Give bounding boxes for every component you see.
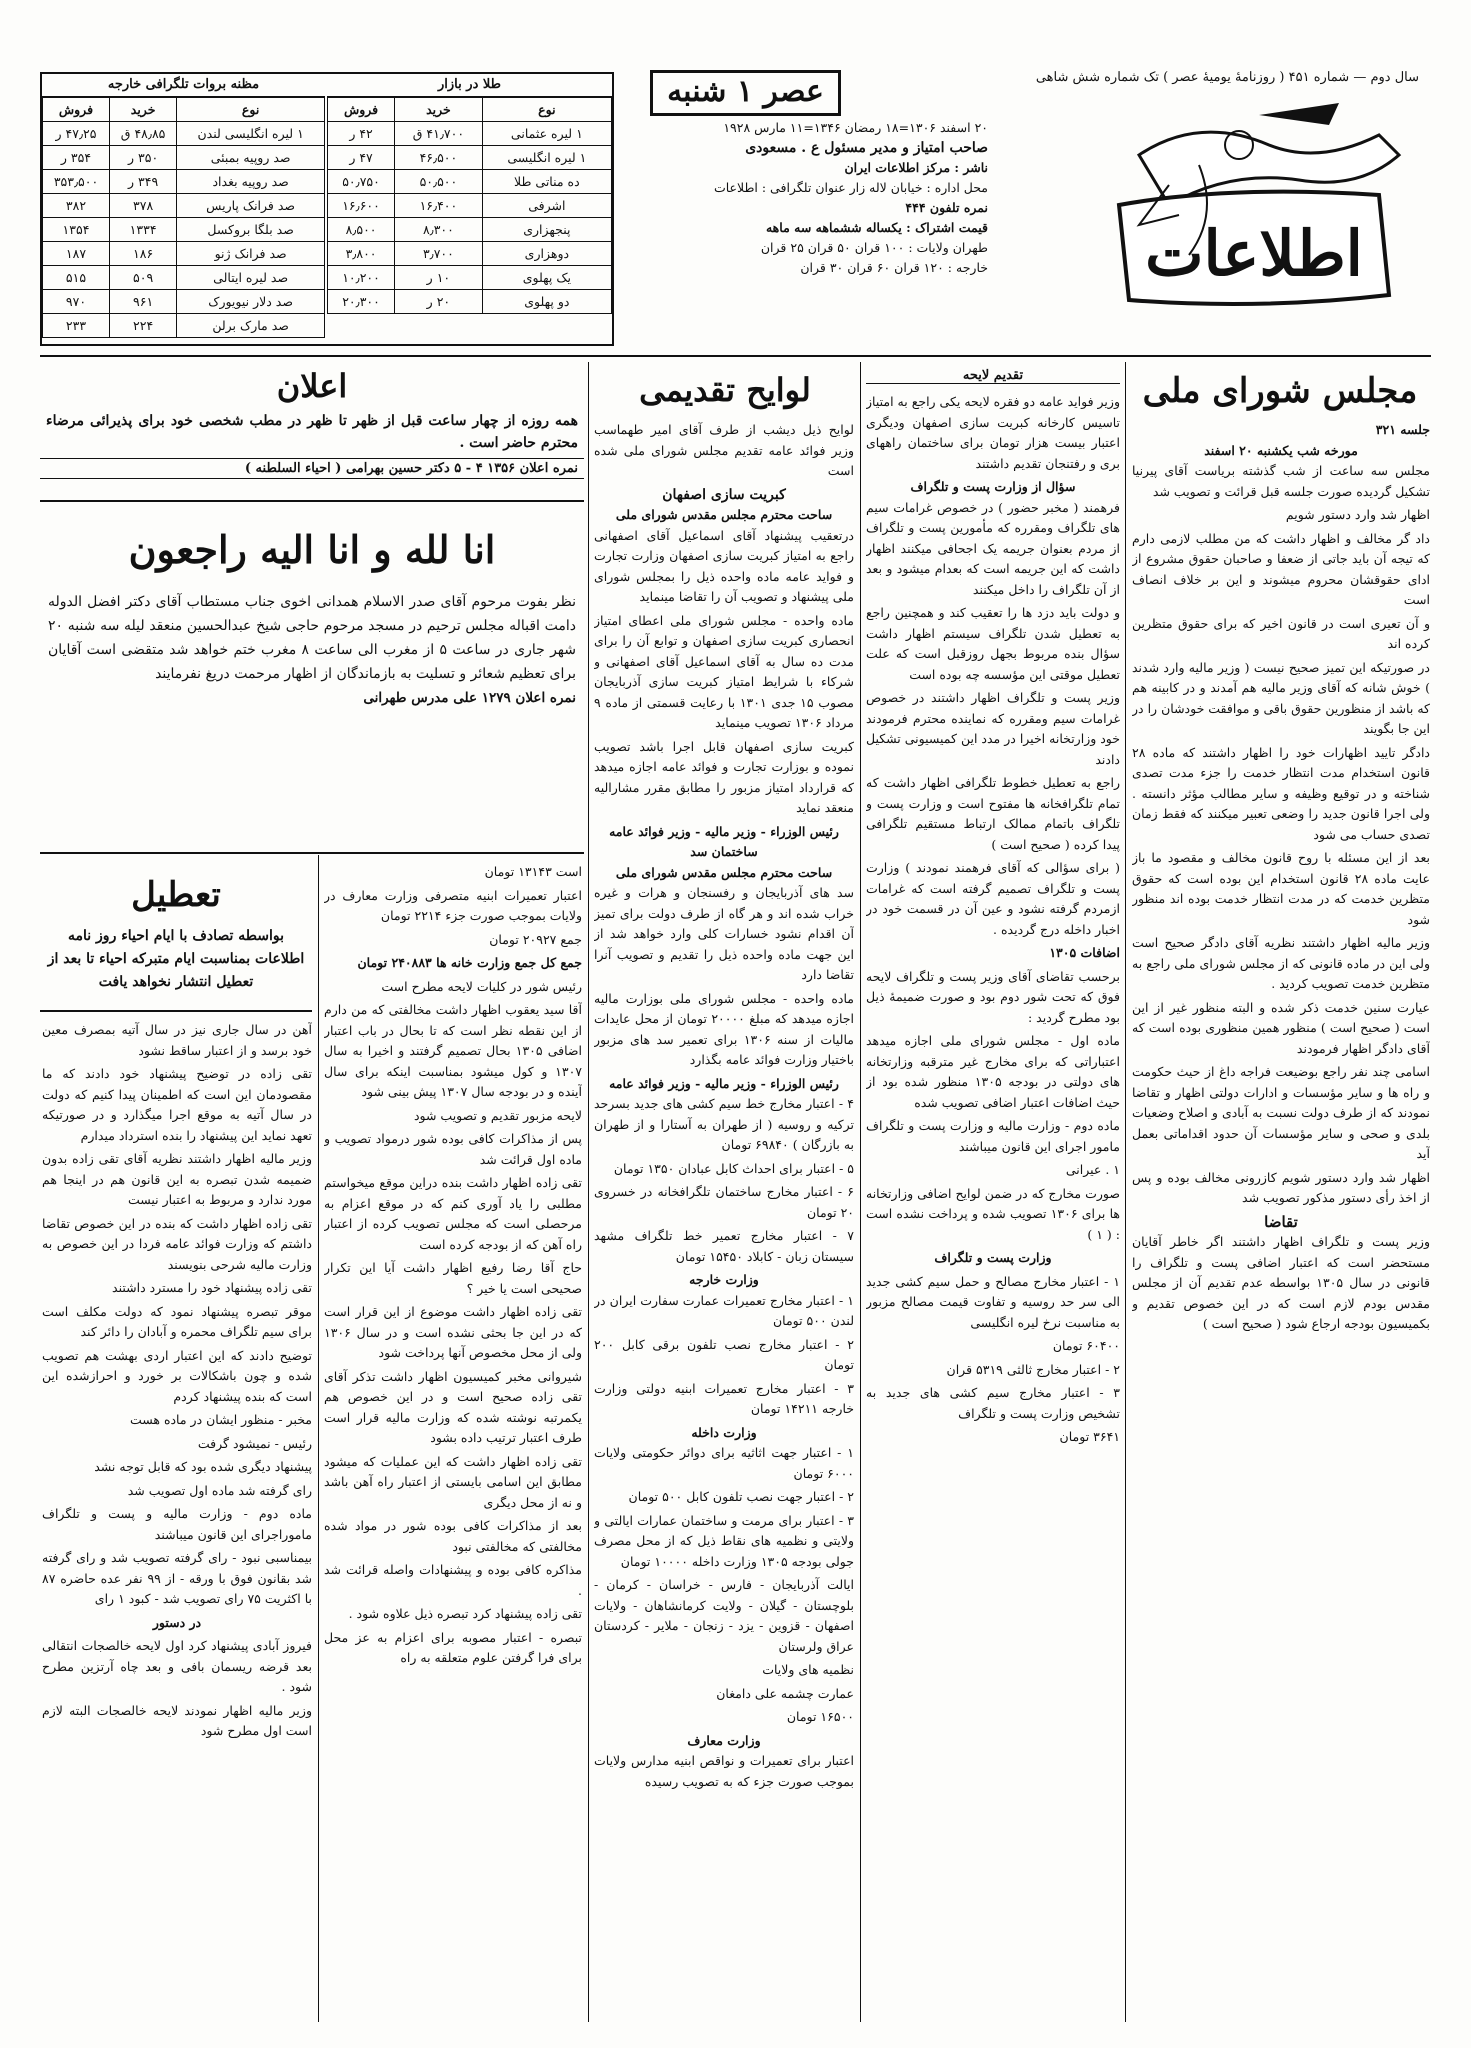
table-cell: ۵۰۹	[109, 266, 176, 290]
table-cell: ۳۸۲	[43, 194, 110, 218]
foreign-title: وزارت خارجه	[689, 1272, 759, 1287]
issue-line: سال دوم — شماره ۴۵۱ ( روزنامهٔ یومیهٔ عصر ) تک شماره شش شاهی	[1035, 70, 1419, 85]
mid-para: جمع کل جمع وزارت خانه ها ۲۴۰۸۸۳ تومان	[357, 955, 582, 970]
table-row	[43, 122, 325, 146]
majlis-para: عیارت سنین خدمت ذکر شده و البته منظور غیر از این است ( صحیح است ) منظور همین منظوری بوده است که آقای دادگر اظهار فرمودند	[1132, 999, 1430, 1056]
old-bills-para: ماده واحده - مجلس شورای ملی بوزارت مالیه اجازه میدهد که مبلغ ۲۰۰۰۰ تومان از محل عایدات مالیات از سنه ۱۳۰۶ برای تعمیر سد های مزبور باختیار وزارت فوائد عامه بگذارد	[594, 990, 854, 1067]
announcement-footer: نمره اعلان ۱۳۵۶ ۴ - ۵ دکتر حسین بهرامی ( احیاء السلطنه )	[40, 458, 584, 479]
logo-text: اطلاعات	[1145, 217, 1363, 290]
question-para: برحسب تقاضای آقای وزیر پست و تلگراف لایحه فوق که تحت شور دوم بود و صورت ضمیمهٔ ذیل بود مطرح گردید :	[866, 968, 1120, 1025]
table-cell: ۳۷۸	[109, 194, 176, 218]
announcement-box	[40, 362, 584, 492]
left-para: موقر تبصره پیشنهاد نمود که دولت مکلف است برای سیم تلگراف محمره و آبادان را دائر کند	[42, 1303, 312, 1339]
table-row	[43, 290, 325, 314]
obituary-footer: نمره اعلان ۱۲۷۹ علی مدرس طهرانی	[363, 690, 576, 706]
left-para: مخبر - منظور ایشان در ماده هست	[129, 1412, 312, 1427]
old-bills-title: لوایح تقدیمی	[639, 371, 811, 409]
table-row	[328, 122, 612, 146]
mid-para: آقا سید یعقوب اظهار داشت مخالفتی که من دارم از این نقطه نظر است که تا بحال در باب اعتبار اضافی ۱۳۰۵ بحال تصمیم گرفتند و اخیرا به سال ۱۳۰۷ و کول میشود بمناسبت اینکه برای سال آینده و در بودجه سال ۱۳۰۷ پیش بینی شود	[324, 1002, 582, 1099]
holiday-text: بواسطه تصادف با ایام احیاء روز نامه اطلاعات بمناسبت ایام متبرکه احیاء تا بعد از تعطیل انتشار نخواهد یافت	[47, 928, 305, 990]
old-bills-para: کبریت سازی اصفهان قابل اجرا باشد تصویب نموده و بوزارت تجارت و فوائد عامه اجازه میدهد که قرارداد امتیاز مزبور را مطابق مقرر مشارالیه منعقد نماید	[594, 738, 854, 815]
table-cell: ۱۳۵۴	[43, 218, 110, 242]
bill-item: ۶۰۴۰۰ تومان	[1052, 1338, 1120, 1353]
demand-title: تقاضا	[1264, 1212, 1298, 1231]
mid-para: تقی زاده پیشنهاد کرد تبصره ذیل علاوه شود .	[348, 1606, 582, 1621]
question-para: ( برای سؤالی که آقای فرهمند نمودند ) وزارت پست و تلگراف تصمیم گرفته است که غرامات ازمردم گرفته نشود و عین آن در قسمت خود در اخبار داخله درج گردیده .	[866, 860, 1120, 937]
table-cell: دوهزاری	[482, 242, 611, 266]
table-cell: ۱۸۷	[43, 242, 110, 266]
table-cell: ۲۲۴	[109, 314, 176, 338]
majlis-para: و آن تعیری است در قانون اخیر که برای حقوق متظرین کرده اند	[1132, 615, 1430, 651]
old-bills-sub1: کبریت سازی اصفهان	[662, 486, 786, 503]
table-cell: ۱۶٫۴۰۰	[395, 194, 483, 218]
majlis-para: بعد از این مسئله با روح قانون مخالف و مقصود ما باز عایت ماده ۲۸ قانون استخدام این بوده است که حقوق متظرین خدمت که در مدت انتظار خدمت بوده اند منظور شود	[1132, 850, 1430, 927]
table-cell: صد روپیه بمبئی	[177, 146, 325, 170]
gold-title: طلا در بازار	[327, 74, 612, 97]
obituary-rule	[40, 852, 584, 854]
table-cell: ۱ لیره انگلیسی	[482, 146, 611, 170]
subscription-head: قیمت اشتراک : یکساله ششماهه سه ماهه	[765, 220, 988, 235]
mid-para: اعتبار تعمیرات ابنیه متصرفی وزارت معارف در ولایات بموجب صورت جزء ۲۲۱۴ تومان	[324, 887, 582, 923]
question-para: ماده اول - مجلس شورای ملی اجازه میدهد اعتباراتی که برای مخارج غیر مترقبه وزارتخانه های دولتی در بودجه ۱۳۰۵ منظور شده بود از حیث اضافات اعتبار اضافی تصویب شده	[866, 1033, 1120, 1110]
left-para: وزیر مالیه اظهار داشتند نظریه آقای تقی زاده بدون ضمیمه شدن تبصره به این قانون هم در اینجا هم مورد ندارد و مربوط به اعتبار نیست	[42, 1151, 312, 1207]
table-cell: ۳۵۳٫۵۰۰	[43, 170, 110, 194]
mid-para: است ۱۳۱۴۳ تومان	[484, 864, 582, 879]
column-rule-4	[318, 855, 319, 2022]
fx-header: خرید	[109, 98, 176, 122]
question-para: صورت مخارج که در ضمن لوایح اضافی وزارتخانه ها برای ۱۳۰۶ تصویب شده و پرداخت نشده است : ( ۱ )	[866, 1185, 1120, 1242]
old-bills-addr1: ساحت محترم مجلس مقدس شورای ملی	[615, 507, 833, 522]
table-cell: ۵۰٫۵۰۰	[395, 170, 483, 194]
old-bills-item: ۶ - اعتبار مخارج ساختمان تلگرافخانه در خسروی ۲۰ تومان	[594, 1184, 854, 1220]
question-para: فرهمند ( مخبر حضور ) در خصوص غرامات سیم های تلگراف ومقرره که مأمورین پست و تلگراف از مردم بعنوان جریمه یک اجحافی میکنند اظهار داشت که این جریمه است که بعدام میشود و بعد از آن تلگراف را داخل میکنند	[866, 499, 1120, 597]
table-cell: یک پهلوی	[482, 266, 611, 290]
left-para: پیشنهاد دیگری شده بود که قابل توجه نشد	[94, 1459, 312, 1474]
table-cell: ۴۲ ر	[328, 122, 395, 146]
table-row	[328, 218, 612, 242]
gold-header: نوع	[482, 98, 611, 122]
table-cell: ۴۸٫۸۵ ق	[109, 122, 176, 146]
mid-para: حاج آقا رضا رفیع اظهار داشت آیا این تکرار صحیحی است یا خیر ؟	[324, 1260, 582, 1296]
left-para: بیمناسبی نبود - رای گرفته تصویب شد و رای گرفته شد بقانون فوق با ورقه - از ۹۹ نفر عده حاضره ۸۷ با اکثریت ۷۵ رای تصویب شد - کبود ۱ رای	[42, 1550, 312, 1606]
table-cell: ۵۰٫۷۵۰	[328, 170, 395, 194]
mid-para: لایحه مزبور تقدیم و تصویب شود	[413, 1107, 582, 1123]
old-bills-sign2: رئیس الوزراء - وزیر مالیه - وزیر فوائد عامه	[609, 1075, 839, 1091]
question-para: و دولت باید دزد ها را تعقیب کند و همچنین راجع به تعطیل شدن تلگراف سیستم اظهار داشت سؤال بنده مربوط بجهل روزقبل است که علت تعطیل موقتی این مؤسسه چه بوده است	[866, 605, 1120, 682]
table-cell: صد مارک برلن	[177, 314, 325, 338]
table-row	[43, 242, 325, 266]
interior-item: ۱۶۵۰۰ تومان	[786, 1709, 854, 1724]
old-bills-para: درتعقیب پیشنهاد آقای اسماعیل آقای اصفهانی راجع به امتیاز کبریت سازی اصفهان وزارت تجارت و فواید عامه ماده واحده ذیل را بمجلس شورای ملی پیشنهاد و تصویب آن را تقاضا مینماید	[594, 527, 854, 604]
bill-item: ۲ - اعتبار مخارج ثالثی ۵۳۱۹ قران	[946, 1361, 1120, 1377]
mid-para: تقی زاده اظهار داشت بنده دراین موقع میخواستم مطلبی را یاد آوری کنم که در موقع اعزام به مرحصلی است که مجلس تصویب کرده از اعتبار راه آهن که از بودجه کرده است	[324, 1175, 582, 1252]
table-row	[43, 170, 325, 194]
table-cell: ۱۰ ر	[395, 266, 483, 290]
table-cell: صد فرانک ژنو	[177, 242, 325, 266]
table-cell: دو پهلوی	[482, 290, 611, 314]
mid-para: تقی زاده اظهار داشت که این عملیات که میشود مطابق این اسامی بایستی از اعتبار راه آهن باشد و نه از محل دیگری	[324, 1453, 582, 1510]
table-cell: ۱۰٫۲۰۰	[328, 266, 395, 290]
left-para: در دستور	[152, 1614, 202, 1630]
interior-item: ۳ - اعتبار برای مرمت و ساختمان عمارات ایالتی و ولایتی و نظمیه های نقاط ذیل که از محل مصرف جولی بودجه ۱۳۰۵ وزارت داخله ۱۰۰۰۰ تومان	[594, 1512, 854, 1569]
majlis-para: داد گر مخالف و اظهار داشت که من مطلب لازمی دارم که تیجه آن باید جاتی از ضعفا و صاحبان حقوق مشروع از ادای حقوقشان محروم میشوند و این بر خلاف انصاف است	[1132, 530, 1430, 607]
table-cell: ۳٫۷۰۰	[395, 242, 483, 266]
table-cell: ۹۶۱	[109, 290, 176, 314]
mid-column	[324, 862, 582, 2022]
edu-text: اعتبار برای تعمیرات و نواقص ابنیه مدارس ولایات بموجب صورت جزء که به تصویب رسیده	[594, 1753, 854, 1789]
mid-para: مذاکره کافی بوده و پیشنهادات واصله قرائت شد .	[324, 1562, 582, 1598]
obituary-text: نظر بفوت مرحوم آقای صدر الاسلام همدانی اخوی جناب مستطاب آقای دکتر افضل الدوله دامت اقباله مجلس ترحیم در مسجد مرحوم حاجی شیخ عبدالحسین منعقد لیله سه شنبه ۲۰ شهر جاری در ساعت ۵ از مغرب الی ساعت ۸ مغرب ختم خواهد شد متقضی است آقایان برای تعظیم شعائر و تسلیت به بازماندگان از اظهار مرحمت دریغ نفرمایند	[48, 594, 576, 682]
interior-item: ایالت آذربایجان - فارس - خراسان - کرمان - بلوچستان - گیلان - ولایت کرمانشاهان - ولایات اصفهان - قزوین - یزد - زنجان - ملایر - کردستان عراق ولرستان	[594, 1577, 854, 1654]
old-bills-sign1: رئیس الوزراء - وزیر مالیه - وزیر فوائد عامه	[609, 823, 839, 839]
table-row	[43, 314, 325, 338]
interior-item: عمارت چشمه علی دامغان	[716, 1685, 854, 1701]
angel-logo-icon	[1079, 95, 1419, 335]
publication-info	[608, 118, 988, 278]
announcement-title: اعلان	[276, 367, 348, 405]
table-cell: صد روپیه بغداد	[177, 170, 325, 194]
table-cell: ۳۴۹ ر	[109, 170, 176, 194]
majlis-para: دادگر تایید اظهارات خود را اظهار داشتند که ماده ۲۸ قانون استخدام مدت انتظار خدمت را جزء مدت تصدی شناخته و در توقیع وظیفه و سایر مطالب مؤثر دانسته . ولی اجرا قانون جدید را وضعی تعبیر میکنند که فقط زمان تصدی حساب می شود	[1132, 744, 1430, 842]
left-para: رای گرفته شد ماده اول تصویب شد	[127, 1482, 312, 1498]
mid-para: بعد از مذاکرات کافی بوده شور در مواد شده مخالفتی که مخالفتی نبود	[324, 1518, 582, 1554]
mid-para: جمع ۲۰۹۲۷ تومان	[489, 931, 582, 947]
question-para: وزیر پست و تلگراف اظهار داشتند در خصوص غرامات سیم ومقرره که نماینده محترم فرمودند خود وزارتخانه اخیرا در مدد این کمیسیونی تشکیل دادند	[866, 690, 1120, 767]
fx-section	[42, 74, 325, 338]
table-row	[43, 146, 325, 170]
question-title: سؤال از وزارت پست و تلگراف	[910, 479, 1076, 494]
mid-para: پس از مذاکرات کافی بوده شور درمواد تصویب و ماده اول قرائت شد	[324, 1131, 582, 1167]
table-row	[328, 242, 612, 266]
gold-section	[327, 74, 612, 314]
obituary-title: انا لله و انا الیه راجعون	[128, 527, 496, 572]
table-cell: ۲۰٫۳۰۰	[328, 290, 395, 314]
old-bills-para: ماده واحده - مجلس شورای ملی اعطای امتیاز انحصاری کبریت سازی اصفهان و توابع آن را برای مدت ده سال به آقای اسماعیل آقای اصفهانی و شرکاء با شرایط امتیاز کبریت سازی آذربایجان مصوب ۱۵ جدی ۱۳۰۱ با رعایت قسمتی از ماده ۹ مرداد ۱۳۰۶ تصویب مینماید	[594, 612, 854, 730]
old-bills-item: ۴ - اعتبار مخارج خط سیم کشی های جدید بسرحد ترکیه و روسیه ( از طهران به آستارا و از طهران به بازرگان ) ۶۹۸۴۰ تومان	[594, 1096, 854, 1152]
left-para: ماده دوم - وزارت مالیه و پست و تلگراف ماموراجرای این قانون میباشند	[42, 1506, 312, 1542]
edu-title: وزارت معارف	[687, 1732, 761, 1748]
table-row	[328, 170, 612, 194]
table-cell: ۱۸۶	[109, 242, 176, 266]
table-row	[328, 146, 612, 170]
table-row	[43, 266, 325, 290]
interior-item: ۲ - اعتبار جهت نصب تلفون کابل ۵۰۰ تومان	[628, 1489, 854, 1504]
announcement-text: همه روزه از چهار ساعت قبل از ظهر تا ظهر در مطب شخصی خود برای پذیرائی مرضاء محترم حاضر است .	[46, 413, 578, 451]
table-cell: ۱۶٫۶۰۰	[328, 194, 395, 218]
bill-item: ۱ - اعتبار مخارج مصالح و حمل سیم کشی جدید الی سر حد روسیه و تفاوت قیمت مصالح مزبور به مناسبت نرخ لیره انگلیسی	[866, 1273, 1120, 1330]
subscription-tehran: طهران ولایات : ۱۰۰ قران ۵۰ قران ۲۵ قران	[760, 240, 988, 255]
publisher-line: ناشر : مرکز اطلاعات ایران	[844, 160, 988, 175]
left-para: آهن در سال جاری نیز در سال آتیه بمصرف معین خود برسد و از اعتبار ساقط نشود	[42, 1022, 312, 1058]
table-row	[328, 194, 612, 218]
interior-item: ۱ - اعتبار جهت اثاثیه برای دوائر حکومتی ولایات ۶۰۰۰ تومان	[594, 1445, 854, 1481]
majlis-para: اسامی چند نفر راجع بوضیعت فراجه داغ از حیث حکومت و راه ها و سایر مؤسسات و ادارات دولتی اظهار و تقاضا نمودند که از طرف دولت نسبت به آبادی و اصلاح وضعیات بلدی و صحی و سایر مؤسسات آن حدود اقداماتی بعمل آید	[1132, 1064, 1430, 1161]
table-cell: ۳٫۸۰۰	[328, 242, 395, 266]
table-cell: ۲۰ ر	[395, 290, 483, 314]
majlis-para: مجلس سه ساعت از شب گذشته بریاست آقای پیرنیا تشکیل گردیده صورت جلسه قبل قرائت و تصویب شد	[1132, 463, 1430, 499]
table-cell: پنجهزاری	[482, 218, 611, 242]
announcement-rule	[40, 500, 584, 502]
mid-para: تبصره - اعتبار مصوبه برای اعزام به عز محل برای فرا گرفتن علوم متعلقه به راه	[324, 1629, 582, 1665]
majlis-date: مورخه شب یکشنبه ۲۰ اسفند	[1204, 442, 1358, 458]
question-para: وزارت پست و تلگراف	[934, 1250, 1052, 1265]
day-title: عصر ۱ شنبه	[650, 70, 841, 116]
fx-header: فروش	[43, 98, 110, 122]
gold-header: فروش	[328, 98, 395, 122]
majlis-column	[1132, 420, 1430, 2020]
table-cell: ۵۱۵	[43, 266, 110, 290]
table-cell: صد بلگا بروکسل	[177, 218, 325, 242]
masthead-rule	[40, 355, 1431, 357]
old-bills-addr2: ساحت محترم مجلس مقدس شورای ملی	[615, 864, 833, 880]
holiday-title: تعطیل	[131, 875, 221, 915]
table-cell: ۸٫۳۰۰	[395, 218, 483, 242]
column-rule-1	[1125, 362, 1126, 2022]
table-row	[43, 194, 325, 218]
column-rule-3	[588, 362, 589, 2022]
mid-para: تقی زاده اظهار داشت موضوع از این قرار است که در این جا بحثی نشده است و در سال ۱۳۰۶ ولی از محل مخصوص آنها پرداخت شود	[324, 1304, 582, 1360]
market-tables	[40, 72, 614, 346]
table-cell: ۴۷٫۲۵ ر	[43, 122, 110, 146]
left-para: تقی زاده در توضیح پیشنهاد خود دادند که ما مقصودمان این است که اطمینان پیدا کنیم که دولت در سال آتیه به موقع اجرا میگذارد و در صورتیکه تعهد نماید این پیشنهاد را بنده استرداد میدارم	[42, 1066, 312, 1143]
old-bills-item: ۷ - اعتبار مخارج تعمیر خط تلگراف مشهد سیستان زبان - کابلاد ۱۵۴۵۰ تومان	[594, 1228, 854, 1264]
table-cell: ۱ لیره انگلیسی لندن	[177, 122, 325, 146]
bill-intro-para: وزیر فواید عامه دو فقره لایحه یکی راجع به امتیاز تاسیس کارخانه کبریت سازی اصفهان ودیگری اعتبار بیست هزار تومان برای ساختمان راههای بری و رفتنجان تقدیم داشتند	[866, 394, 1120, 471]
table-cell: ۴۷ ر	[328, 146, 395, 170]
table-cell: ۱ لیره عثمانی	[482, 122, 611, 146]
bill-item: ۳ - اعتبار مخارج سیم کشی های جدید به تشخیص وزارت پست و تلگراف	[866, 1385, 1120, 1421]
subscription-abroad: خارجه : ۱۲۰ قران ۶۰ قران ۳۰ قران	[800, 260, 988, 275]
table-cell: ۹۷۰	[43, 290, 110, 314]
gold-price-table	[327, 97, 612, 314]
fx-rate-table	[42, 97, 325, 338]
table-row	[328, 290, 612, 314]
bill-intro-column	[866, 392, 1120, 2022]
gold-header: خرید	[395, 98, 483, 122]
majlis-para: اظهار شد وارد دستور شویم کازرونی مخالف بوده و پس از اخذ رأی دستور مذکور تصویب شد	[1132, 1169, 1430, 1205]
table-cell: ۸٫۵۰۰	[328, 218, 395, 242]
table-cell: ۱۳۳۴	[109, 218, 176, 242]
majlis-title: مجلس شورای ملی	[1142, 371, 1418, 411]
majlis-para: اظهار شد وارد دستور شویم	[1285, 507, 1430, 522]
table-cell: ۳۵۴ ر	[43, 146, 110, 170]
mid-para: شیروانی مخبر کمیسیون اظهار داشت تذکر آقای تقی زاده صحیح است و در این خصوص هم یکمرتبه نوشته شده که وزارت مالیه قرار است طرف اعتبار ترتیب داده بشود	[324, 1368, 582, 1445]
foreign-item: ۱ - اعتبار مخارج تعمیرات عمارت سفارت ایران در لندن ۵۰۰ تومان	[594, 1292, 854, 1328]
left-para: رئیس - نمیشود گرفت	[197, 1435, 312, 1451]
masthead-logo	[1079, 95, 1419, 335]
table-cell: صد دلار نیویورک	[177, 290, 325, 314]
question-para: اضافات ۱۳۰۵	[1049, 945, 1120, 960]
left-para: تقی زاده اظهار داشت که بنده در این خصوص تقاضا داشتم که وزارت فوائد عامه فردا در این خصوص به وزارت مالیه شرحی بنویسند	[42, 1215, 312, 1272]
bill-item: ۳۶۴۱ تومان	[1059, 1429, 1120, 1444]
table-cell: صد فرانک پاریس	[177, 194, 325, 218]
holiday-rule	[40, 1010, 312, 1012]
foreign-item: ۲ - اعتبار مخارج نصب تلفون برقی کابل ۲۰۰ تومان	[594, 1336, 854, 1372]
left-column	[42, 1020, 312, 2020]
question-para: ماده دوم - وزارت مالیه و وزارت پست و تلگراف مامور اجرای این قانون میباشند	[866, 1118, 1120, 1154]
interior-item: نظمیه های ولایات	[762, 1662, 854, 1677]
table-cell: اشرفی	[482, 194, 611, 218]
majlis-para: در صورتیکه این تمیز صحیح نیست ( وزیر مالیه وارد شدند ) خوش شانه که آقای وزیر مالیه هم آمدند و در کابینه هم که باشد از منظورین حقوق باقی و موافقت خودشان را در این جا بگویند	[1132, 659, 1430, 736]
old-bills-item: ۵ - اعتبار برای احداث کابل عبادان ۱۳۵۰ تومان	[613, 1160, 854, 1176]
table-cell: ۳۵۰ ر	[109, 146, 176, 170]
left-para: فیروز آبادی پیشنهاد کرد اول لایحه خالصجات انتقالی بعد قرضه ریسمان بافی و بعد چاه آرتزین مطرح شود .	[42, 1638, 312, 1694]
old-bills-para: سد های آذربایجان و رفسنجان و هرات و غیره خراب شده اند و هر گاه از طرف دولت برای تمیز آن اقدام نشود خسارات کلی وارد خواهد شد از این جهت ماده واحده ذیل را تقدیم و تصویب آنرا تقاضا دارد	[594, 885, 854, 982]
address-line: محل اداره : خیابان لاله زار عنوان تلگرافی : اطلاعات	[713, 180, 988, 195]
old-bills-column	[594, 420, 854, 2020]
bill-intro-title: تقدیم لایحه	[866, 368, 1120, 384]
holiday-box	[40, 865, 312, 1005]
question-para: راجع به تعطیل خطوط تلگرافی اظهار داشت که تمام تلگرافخانه ها مفتوح است و وزارت پست و تلگراف باتمام ممالک ارتباط مستقیم تلگرافی پیدا کرده ( صحیح است )	[866, 775, 1120, 852]
obituary-box	[40, 510, 584, 840]
table-cell: صد لیره ایتالی	[177, 266, 325, 290]
left-para: وزیر مالیه اظهار نمودند لایحه خالصجات البته لازم است اول مطرح شود	[42, 1702, 312, 1738]
left-para: توضیح دادند که این اعتبار اردی بهشت هم تصویب شده و چون باشکالات بر خورد و احرازشده این است که بنده پیشنهاد کردم	[42, 1347, 312, 1404]
owner-line: صاحب امتیاز و مدیر مسئول ع . مسعودی	[745, 140, 988, 156]
column-rule-2	[860, 362, 861, 2022]
phone-line: نمره تلفون ۴۴۴	[905, 200, 988, 215]
fx-header: نوع	[177, 98, 325, 122]
foreign-item: ۳ - اعتبار مخارج تعمیرات ابنیه دولتی وزارت خارجه ۱۴۲۱۱ تومان	[594, 1380, 854, 1416]
table-cell: ۴۱٫۷۰۰ ق	[395, 122, 483, 146]
demand-text: وزیر پست و تلگراف اظهار داشتند اگر خاطر آقایان مستحضر است که اعتبار اضافی پست و تلگراف را قانونی در سال ۱۳۰۵ بواسطه عدم تقدیم آن از مجلس مقدس بودم لازم است که در این خصوص تقدیم و بکمیسیون بودجه ارجاع شود ( صحیح است )	[1132, 1234, 1430, 1331]
fx-title: مظنه بروات تلگرافی خارجه	[42, 74, 325, 97]
table-cell: ۲۳۳	[43, 314, 110, 338]
interior-title: وزارت داخله	[691, 1424, 757, 1440]
table-row	[328, 266, 612, 290]
date-line: ۲۰ اسفند ۱۳۰۶=۱۸ رمضان ۱۳۴۶=۱۱ مارس ۱۹۲۸	[723, 120, 988, 135]
left-para: تقی زاده پیشنهاد خود را مسترد داشتند	[112, 1280, 312, 1295]
old-bills-intro: لوایح ذیل دیشب از طرف آقای امیر طهماسب وزیر فوائد عامه تقدیم مجلس شورای ملی شده است	[594, 422, 854, 478]
table-cell: ده مناتی طلا	[482, 170, 611, 194]
mid-para: رئیس شور در کلیات لایحه مطرح است	[381, 978, 582, 994]
table-row	[43, 218, 325, 242]
majlis-para: وزیر مالیه اظهار داشتند نظریه آقای دادگر صحیح است ولی این در ماده قانونی که از مجلس شورای ملی راجع به متظرین خدمت تصویب کردید .	[1132, 935, 1430, 991]
old-bills-sub2: ساختمان سد	[690, 844, 758, 859]
question-para: ۱ . عیرانی	[1065, 1162, 1120, 1177]
majlis-session: جلسه ۳۲۱	[1375, 422, 1430, 437]
table-cell: ۴۶٫۵۰۰	[395, 146, 483, 170]
